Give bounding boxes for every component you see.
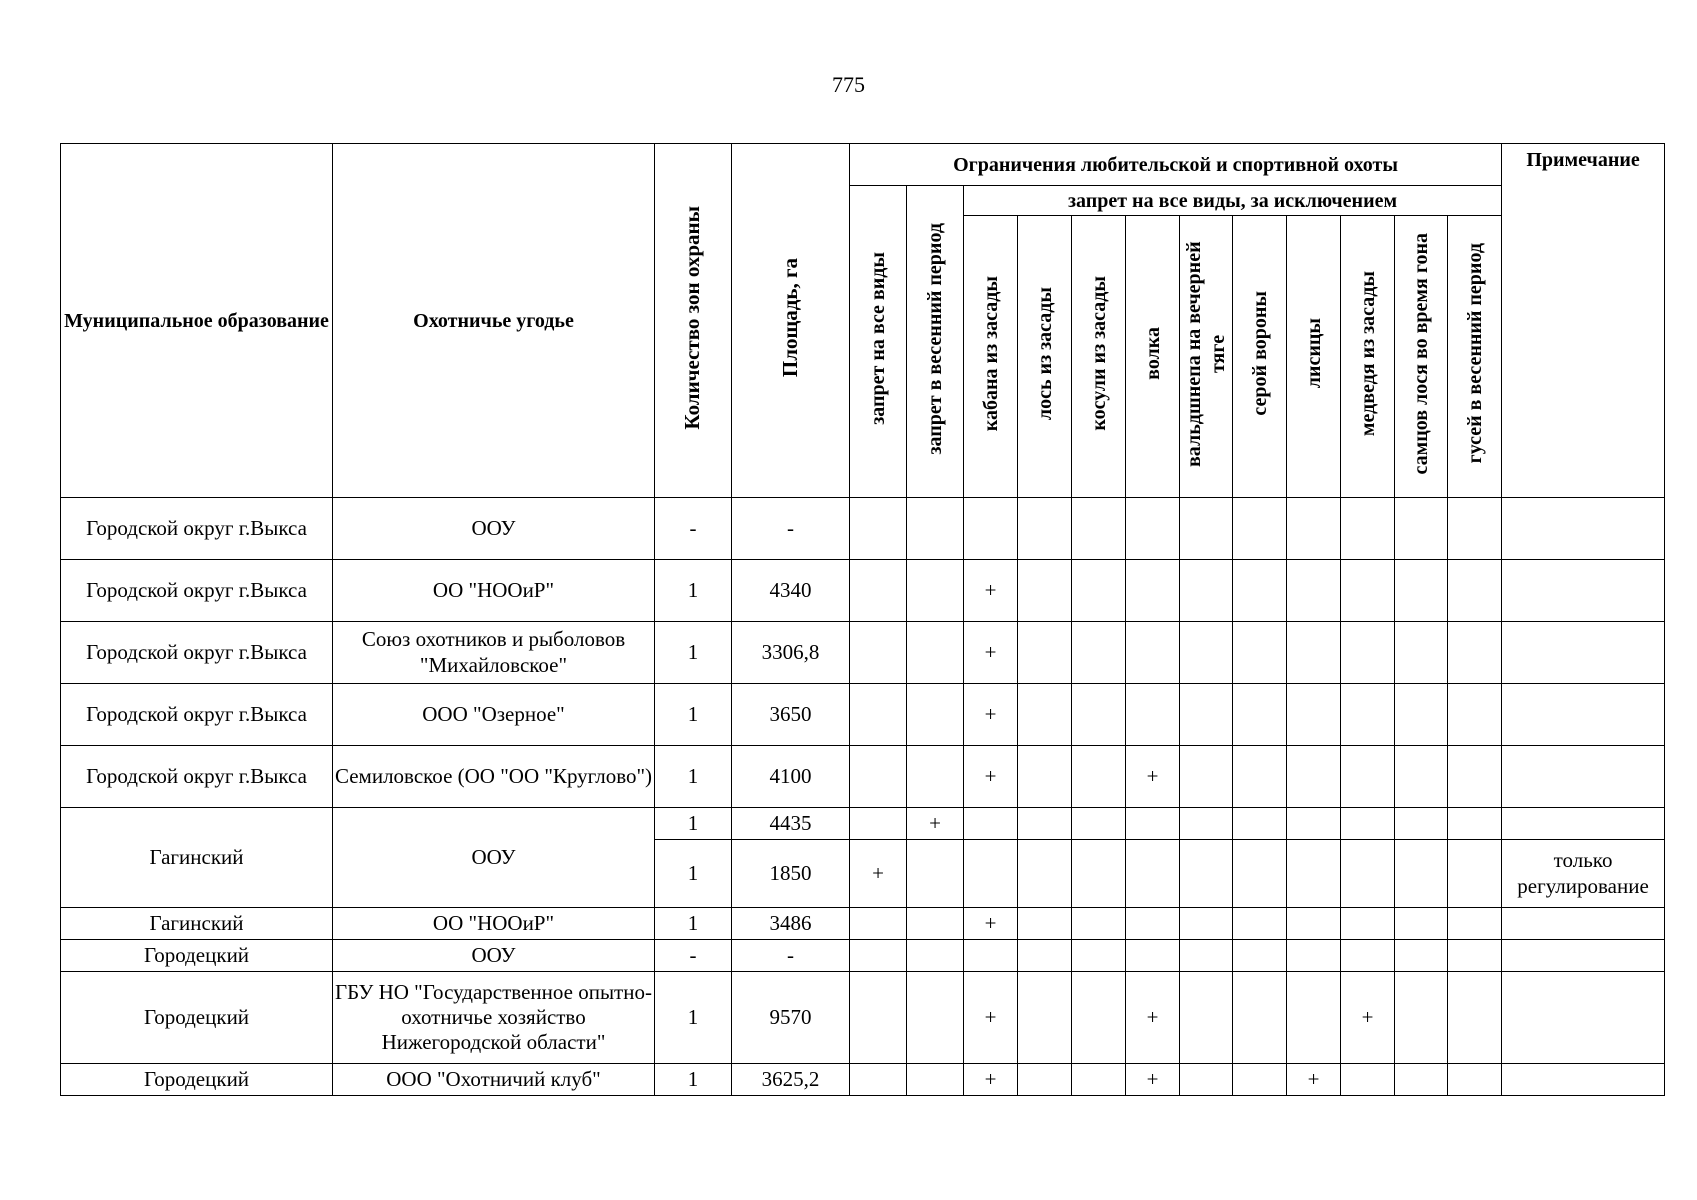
cell-mark: [1448, 560, 1502, 622]
cell-mark: [1233, 746, 1287, 808]
header-municipality: Муниципальное образование: [61, 144, 333, 498]
cell-mark: [1180, 560, 1233, 622]
cell-mark: [907, 498, 964, 560]
cell-mark: [1072, 940, 1126, 972]
cell-zones-count: 1: [655, 972, 732, 1064]
cell-hunting-ground: ОО "НООиР": [333, 908, 655, 940]
cell-note: [1502, 560, 1665, 622]
cell-mark: +: [964, 908, 1018, 940]
header-fox: [1287, 216, 1341, 498]
header-ban-except-group: запрет на все виды, за исключением: [964, 186, 1502, 216]
cell-mark: +: [1287, 1064, 1341, 1096]
cell-mark: [850, 746, 907, 808]
cell-mark: [907, 684, 964, 746]
header-ban-all: [850, 186, 907, 498]
cell-mark: [1448, 622, 1502, 684]
cell-mark: [1233, 908, 1287, 940]
cell-hunting-ground: Семиловское (ОО "ОО "Круглово"): [333, 746, 655, 808]
cell-note: [1502, 684, 1665, 746]
header-fox-text: лисицы: [1302, 318, 1325, 389]
cell-municipality: Городецкий: [61, 1064, 333, 1096]
cell-mark: [850, 808, 907, 840]
cell-zones-count: 1: [655, 840, 732, 908]
cell-zones-count: 1: [655, 1064, 732, 1096]
cell-mark: [1448, 972, 1502, 1064]
cell-mark: [1448, 940, 1502, 972]
page-number: 775: [832, 72, 865, 97]
header-geese: [1448, 216, 1502, 498]
cell-mark: [1287, 684, 1341, 746]
header-ban-all-text: запрет на все виды: [867, 252, 889, 425]
cell-mark: [1233, 808, 1287, 840]
cell-mark: [1072, 684, 1126, 746]
header-elk-text: лось из засады: [1033, 286, 1056, 421]
cell-municipality: Гагинский: [61, 908, 333, 940]
table-row: [61, 684, 1665, 746]
cell-mark: [1341, 746, 1395, 808]
cell-mark: [1126, 560, 1180, 622]
cell-mark: [850, 684, 907, 746]
cell-mark: [1341, 940, 1395, 972]
cell-zones-count: -: [655, 940, 732, 972]
header-zones-count-text: Количество зон охраны: [680, 205, 705, 430]
cell-hunting-ground: ООО "Озерное": [333, 684, 655, 746]
cell-area: -: [732, 498, 850, 560]
cell-municipality: Гагинский: [61, 808, 333, 908]
header-note: Примечание: [1502, 144, 1665, 498]
cell-mark: [1341, 908, 1395, 940]
cell-mark: [907, 908, 964, 940]
cell-area: 3306,8: [732, 622, 850, 684]
cell-mark: +: [907, 808, 964, 840]
header-area: [732, 144, 850, 498]
cell-mark: +: [850, 840, 907, 908]
cell-mark: [907, 746, 964, 808]
cell-mark: +: [964, 1064, 1018, 1096]
header-roe: [1072, 216, 1126, 498]
cell-mark: +: [964, 684, 1018, 746]
cell-mark: +: [964, 622, 1018, 684]
cell-mark: [850, 972, 907, 1064]
cell-mark: [907, 840, 964, 908]
cell-mark: [1287, 972, 1341, 1064]
header-geese-text: гусей в весенний период: [1463, 243, 1486, 464]
cell-mark: [1341, 560, 1395, 622]
cell-mark: [1395, 972, 1448, 1064]
header-wolf-text: волка: [1141, 327, 1164, 380]
table-row: [61, 560, 1665, 622]
cell-note: [1502, 1064, 1665, 1096]
cell-mark: [1180, 1064, 1233, 1096]
table-row: [61, 908, 1665, 940]
cell-mark: [1018, 560, 1072, 622]
cell-mark: [1018, 940, 1072, 972]
cell-mark: [1448, 746, 1502, 808]
cell-zones-count: 1: [655, 622, 732, 684]
cell-mark: [1180, 940, 1233, 972]
cell-mark: [1180, 498, 1233, 560]
cell-mark: [1126, 622, 1180, 684]
cell-mark: [1018, 808, 1072, 840]
table-row: [61, 972, 1665, 1064]
cell-mark: [1018, 840, 1072, 908]
cell-zones-count: 1: [655, 808, 732, 840]
cell-mark: [850, 908, 907, 940]
cell-mark: [1448, 498, 1502, 560]
cell-mark: [1395, 908, 1448, 940]
header-bear: [1341, 216, 1395, 498]
cell-mark: [1180, 684, 1233, 746]
header-area-text: Площадь, га: [777, 257, 802, 378]
header-woodcock: [1180, 216, 1233, 498]
cell-note: [1502, 972, 1665, 1064]
cell-note: [1502, 622, 1665, 684]
header-elk-males-text: самцов лося во время гона: [1410, 232, 1432, 475]
cell-mark: [1072, 746, 1126, 808]
cell-zones-count: 1: [655, 684, 732, 746]
cell-mark: [1072, 972, 1126, 1064]
cell-mark: [850, 498, 907, 560]
header-boar: [964, 216, 1018, 498]
cell-hunting-ground: ГБУ НО "Государственное опытно-охотничье хозяйство Нижегородской области": [333, 972, 655, 1064]
cell-area: 4100: [732, 746, 850, 808]
cell-municipality: Городской округ г.Выкса: [61, 746, 333, 808]
cell-mark: [1287, 746, 1341, 808]
header-elk-males: [1395, 216, 1448, 498]
cell-mark: [1395, 808, 1448, 840]
cell-mark: [964, 940, 1018, 972]
cell-mark: [1395, 746, 1448, 808]
cell-mark: [1180, 808, 1233, 840]
cell-mark: [1341, 808, 1395, 840]
cell-zones-count: 1: [655, 908, 732, 940]
cell-hunting-ground: ООУ: [333, 940, 655, 972]
header-restrictions-group: Ограничения любительской и спортивной охоты: [850, 144, 1502, 186]
cell-mark: [1180, 746, 1233, 808]
header-ban-spring: [907, 186, 964, 498]
header-crow-text: серой вороны: [1248, 291, 1271, 416]
cell-hunting-ground: ООУ: [333, 498, 655, 560]
cell-municipality: Городской округ г.Выкса: [61, 684, 333, 746]
table-row: [61, 498, 1665, 560]
cell-mark: [850, 940, 907, 972]
cell-mark: [1126, 498, 1180, 560]
header-crow: [1233, 216, 1287, 498]
cell-area: 3650: [732, 684, 850, 746]
cell-mark: [1180, 840, 1233, 908]
cell-mark: [907, 972, 964, 1064]
cell-mark: [1018, 972, 1072, 1064]
cell-mark: [1448, 840, 1502, 908]
cell-hunting-ground: ООУ: [333, 808, 655, 908]
cell-mark: [964, 808, 1018, 840]
cell-mark: [1072, 560, 1126, 622]
cell-note: [1502, 908, 1665, 940]
cell-mark: [1072, 1064, 1126, 1096]
cell-municipality: Городской округ г.Выкса: [61, 560, 333, 622]
cell-mark: [1018, 622, 1072, 684]
cell-mark: [1341, 840, 1395, 908]
cell-municipality: Городецкий: [61, 940, 333, 972]
cell-mark: [850, 560, 907, 622]
cell-mark: [1448, 1064, 1502, 1096]
cell-zones-count: 1: [655, 746, 732, 808]
header-woodcock-text: вальдшнепа на вечерней тяге: [1183, 240, 1229, 467]
header-zones-count: [655, 144, 732, 498]
header-ban-spring-text: запрет в весенний период: [924, 222, 946, 455]
cell-mark: [1287, 940, 1341, 972]
cell-area: 3486: [732, 908, 850, 940]
header-elk: [1018, 216, 1072, 498]
cell-mark: +: [964, 746, 1018, 808]
cell-mark: [1018, 1064, 1072, 1096]
cell-mark: [850, 622, 907, 684]
cell-area: -: [732, 940, 850, 972]
cell-mark: [1018, 908, 1072, 940]
cell-mark: [850, 1064, 907, 1096]
cell-zones-count: -: [655, 498, 732, 560]
cell-zones-count: 1: [655, 560, 732, 622]
cell-hunting-ground: ОО "НООиР": [333, 560, 655, 622]
cell-mark: +: [1341, 972, 1395, 1064]
cell-mark: [1448, 684, 1502, 746]
cell-mark: [1180, 622, 1233, 684]
table-row: [61, 622, 1665, 684]
cell-mark: [1233, 622, 1287, 684]
cell-area: 3625,2: [732, 1064, 850, 1096]
cell-mark: [1018, 684, 1072, 746]
cell-area: 4340: [732, 560, 850, 622]
cell-mark: [1395, 622, 1448, 684]
header-wolf: [1126, 216, 1180, 498]
cell-mark: [907, 622, 964, 684]
cell-mark: [1287, 498, 1341, 560]
cell-mark: [1395, 840, 1448, 908]
cell-note: только регулирование: [1502, 840, 1665, 908]
cell-mark: [1233, 498, 1287, 560]
cell-mark: [1180, 908, 1233, 940]
cell-mark: [1072, 840, 1126, 908]
cell-mark: [1341, 684, 1395, 746]
cell-mark: [1395, 1064, 1448, 1096]
header-hunting-ground: Охотничье угодье: [333, 144, 655, 498]
cell-mark: [1126, 684, 1180, 746]
cell-note: [1502, 746, 1665, 808]
header-boar-text: кабана из засады: [979, 275, 1002, 432]
cell-mark: +: [1126, 972, 1180, 1064]
cell-hunting-ground: ООО "Охотничий клуб": [333, 1064, 655, 1096]
cell-mark: [1126, 840, 1180, 908]
cell-hunting-ground: Союз охотников и рыболовов "Михайловское": [333, 622, 655, 684]
cell-municipality: Городецкий: [61, 972, 333, 1064]
cell-mark: [1287, 560, 1341, 622]
cell-area: 9570: [732, 972, 850, 1064]
cell-mark: [964, 498, 1018, 560]
cell-mark: [1341, 1064, 1395, 1096]
cell-area: 4435: [732, 808, 850, 840]
cell-mark: [1287, 908, 1341, 940]
table-row: [61, 746, 1665, 808]
cell-mark: [1233, 940, 1287, 972]
cell-note: [1502, 940, 1665, 972]
cell-mark: [1341, 622, 1395, 684]
cell-mark: [1018, 498, 1072, 560]
cell-mark: [1072, 808, 1126, 840]
cell-mark: [1233, 684, 1287, 746]
restrictions-table: [60, 143, 1665, 1096]
cell-mark: [1287, 622, 1341, 684]
cell-mark: [1233, 972, 1287, 1064]
cell-mark: [907, 1064, 964, 1096]
cell-mark: [1448, 908, 1502, 940]
cell-mark: [1180, 972, 1233, 1064]
cell-mark: [1233, 840, 1287, 908]
cell-mark: [1448, 808, 1502, 840]
cell-mark: [1072, 622, 1126, 684]
cell-mark: [964, 840, 1018, 908]
cell-mark: [1395, 940, 1448, 972]
cell-mark: [1072, 908, 1126, 940]
cell-mark: [907, 560, 964, 622]
cell-mark: [1395, 498, 1448, 560]
table-row: [61, 940, 1665, 972]
cell-mark: [1395, 684, 1448, 746]
cell-municipality: Городской округ г.Выкса: [61, 498, 333, 560]
cell-mark: [1018, 746, 1072, 808]
cell-mark: +: [964, 560, 1018, 622]
cell-mark: [1233, 1064, 1287, 1096]
cell-mark: [1126, 940, 1180, 972]
header-roe-text: косули из засады: [1087, 276, 1110, 431]
cell-area: 1850: [732, 840, 850, 908]
cell-mark: [1233, 560, 1287, 622]
header-bear-text: медведя из засады: [1356, 270, 1379, 437]
cell-mark: [1072, 498, 1126, 560]
cell-mark: +: [1126, 1064, 1180, 1096]
table-row: [61, 1064, 1665, 1096]
cell-mark: [1341, 498, 1395, 560]
cell-mark: [1287, 840, 1341, 908]
cell-mark: [1126, 908, 1180, 940]
cell-mark: [1126, 808, 1180, 840]
table-body: [61, 498, 1665, 1096]
cell-municipality: Городской округ г.Выкса: [61, 622, 333, 684]
cell-mark: [1287, 808, 1341, 840]
cell-note: [1502, 808, 1665, 840]
cell-mark: [907, 940, 964, 972]
cell-note: [1502, 498, 1665, 560]
cell-mark: [1395, 560, 1448, 622]
cell-mark: +: [1126, 746, 1180, 808]
cell-mark: +: [964, 972, 1018, 1064]
table-row: [61, 808, 1665, 840]
